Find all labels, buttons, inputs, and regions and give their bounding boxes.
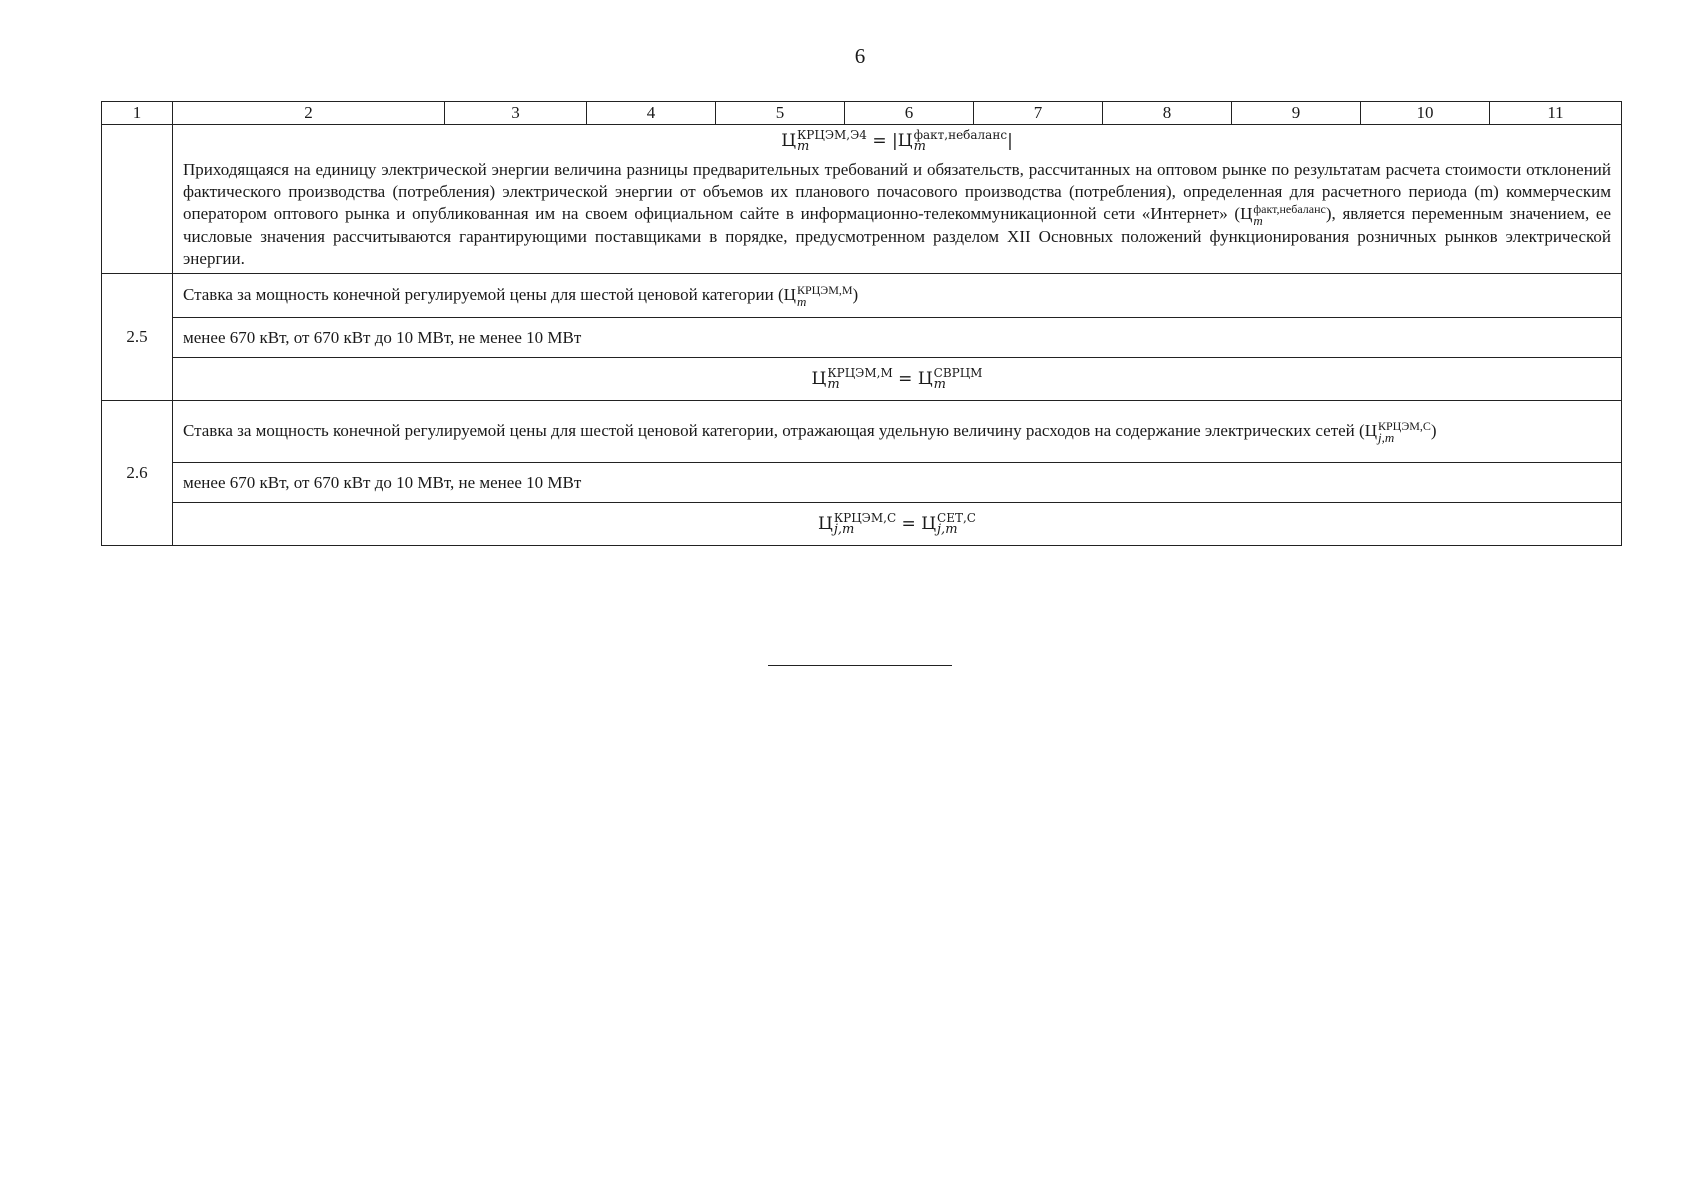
column-number: 1: [102, 102, 173, 125]
page-number: 6: [854, 44, 866, 68]
column-number: 7: [974, 102, 1103, 125]
column-number: 5: [716, 102, 845, 125]
power-ranges: менее 670 кВт, от 670 кВт до 10 МВт, не менее 10 МВт: [173, 318, 1622, 358]
column-number: 6: [845, 102, 974, 125]
tariff-table: [101, 101, 1622, 546]
column-number: 4: [587, 102, 716, 125]
column-number-row: [102, 102, 1622, 125]
section-2-5-title-row: [102, 274, 1622, 318]
section-2-5-ranges-row: [102, 318, 1622, 358]
section-2-5-formula-row: [102, 358, 1622, 401]
section-formula: Ц КРЦЭМ,С j,m = Ц СЕТ,С j,m: [173, 503, 1622, 546]
section-2-6-ranges-row: [102, 463, 1622, 503]
intro-number-cell: [102, 125, 173, 274]
section-formula: Ц КРЦЭМ,М m = Ц СВРЦМ m: [173, 358, 1622, 401]
section-number: 2.6: [102, 401, 173, 546]
section-title: Ставка за мощность конечной регулируемой цены для шестой ценовой категории, отражающая удельную величину расходов на содержание электрических сетей (Ц КРЦЭМ,С j,m ): [173, 401, 1622, 463]
column-number: 8: [1103, 102, 1232, 125]
intro-text-row: [102, 157, 1622, 274]
intro-formula-row: [102, 125, 1622, 158]
column-number: 9: [1232, 102, 1361, 125]
section-number: 2.5: [102, 274, 173, 401]
column-number: 3: [445, 102, 587, 125]
column-number: 11: [1490, 102, 1622, 125]
section-2-6-formula-row: [102, 503, 1622, 546]
intro-formula: Ц КРЦЭМ,Э4 m = |Ц факт,небаланс m |: [173, 125, 1622, 158]
column-number: 10: [1361, 102, 1490, 125]
end-of-document-rule: [768, 665, 952, 666]
column-number: 2: [173, 102, 445, 125]
intro-description: Приходящаяся на единицу электрической энергии величина разницы предварительных требований и обязательств, рассчитанных на оптовом рынке по результатам расчета стоимости отклонений фактического производства (потребления) электрической энергии от объемов их планового почасового производства (потребления), определенная для расчетного периода (m) коммерческим оператором оптового рынка и опубликованная им на своем официальном сайте в информационно-телекоммуникационной сети «Интернет» (Ц факт,небаланс m ), является переменным значением, ее числовые значения рассчитываются гарантирующими поставщиками в порядке, предусмотренном разделом XII Основных положений функционирования розничных рынков электрической энергии.: [173, 157, 1622, 274]
section-2-6-title-row: [102, 401, 1622, 463]
power-ranges: менее 670 кВт, от 670 кВт до 10 МВт, не менее 10 МВт: [173, 463, 1622, 503]
section-title: Ставка за мощность конечной регулируемой цены для шестой ценовой категории (Ц КРЦЭМ,М m ): [173, 274, 1622, 318]
